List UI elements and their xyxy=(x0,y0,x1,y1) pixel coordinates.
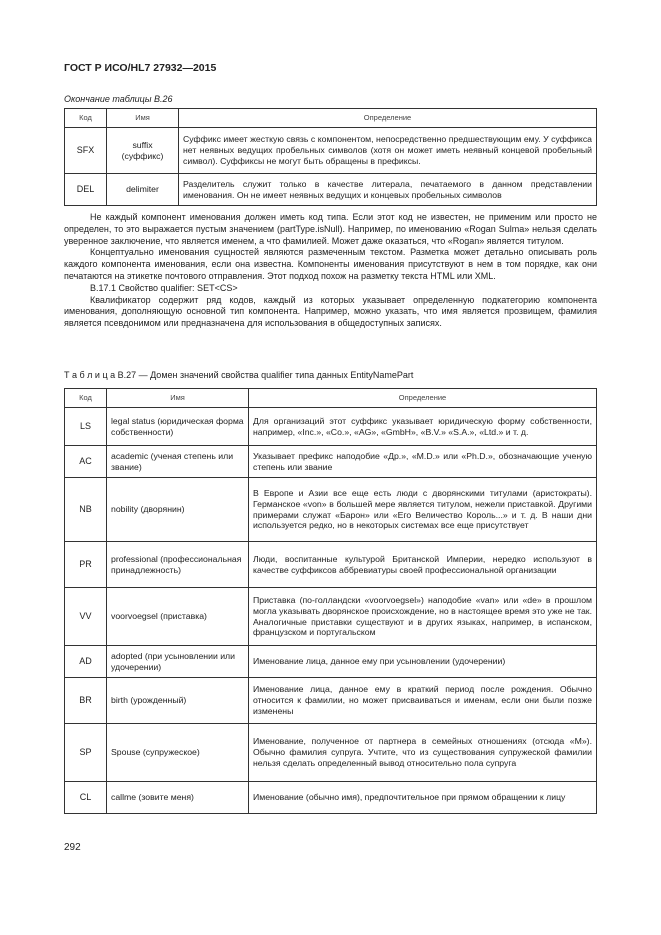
cell-definition: В Европе и Азии все еще есть люди с дворянскими титулами (аристократы). Германское «von» в большей мере является титулом, нежели приставкой. Другими примерами служат «Барон» или «Его Величество Король...» и т. д. В наши дни используется редко, но в некоторых системах все еще присутствует xyxy=(249,478,597,542)
cell-definition: Указывает префикс наподобие «Др.», «M.D.» или «Ph.D.», обозначающие ученую степень или звание xyxy=(249,446,597,478)
cell-definition: Разделитель служит только в качестве литерала, печатаемого в данном представлении именования. Он не имеет неявных ведущих и концевых пробельных символов xyxy=(179,174,597,206)
table-header-row xyxy=(65,389,597,408)
paragraph: Квалификатор содержит ряд кодов, каждый из которых указывает определенную подкатегорию компонента именования, дополняющую основной тип компонента. Например, можно указать, что имя является прозвищем, фамилия является псевдонимом или предназначена для использования в общедоступных записях. xyxy=(64,294,597,329)
cell-name: adopted (при усыновлении или удочерении) xyxy=(107,646,249,678)
cell-name: legal status (юридическая форма собственности) xyxy=(107,408,249,446)
cell-definition: Для организаций этот суффикс указывает юридическую форму собственности, например, «Inc.», «Co.», «AG», «GmbH», «B.V.» «S.A.», «Ltd.» и т. д. xyxy=(249,408,597,446)
cell-name: academic (ученая степень или звание) xyxy=(107,446,249,478)
paragraph: Концептуально именования сущностей являются размеченным текстом. Разметка может детально описывать роль каждого компонента именования, если она известна. Компоненты именования присутствуют в нем в том порядке, как они печатаются на этикетке почтового отправления. Этот подход похож на разметку текста HTML или XML. xyxy=(64,247,597,281)
table-row xyxy=(65,174,597,206)
cell-code: BR xyxy=(65,678,107,724)
column-header-name: Имя xyxy=(107,109,179,128)
cell-definition: Люди, воспитанные культурой Британской Империи, нередко используют в качестве суффиксов аббревиатуры своей профессиональной организации xyxy=(249,542,597,588)
table-b26 xyxy=(64,108,597,206)
cell-code: CL xyxy=(65,782,107,814)
table-b26-caption: Окончание таблицы В.26 xyxy=(64,94,173,104)
column-header-definition: Определение xyxy=(179,109,597,128)
column-header-definition: Определение xyxy=(249,389,597,408)
cell-name: nobility (дворянин) xyxy=(107,478,249,542)
cell-code: SFX xyxy=(65,128,107,174)
table-row xyxy=(65,646,597,678)
table-header-row xyxy=(65,109,597,128)
cell-code: AC xyxy=(65,446,107,478)
cell-definition: Суффикс имеет жесткую связь с компонентом, непосредственно предшествующим ему. У суффикса нет неявных ведущих пробельных символов (хотя он может иметь неявный концевой пробельный символ). Суффиксы не могут быть обращены в префиксы. xyxy=(179,128,597,174)
cell-name: delimiter xyxy=(107,174,179,206)
section-heading: В.17.1 Свойство qualifier: SET<CS> xyxy=(90,282,238,293)
cell-code: DEL xyxy=(65,174,107,206)
table-row xyxy=(65,446,597,478)
column-header-code: Код xyxy=(65,109,107,128)
column-header-code: Код xyxy=(65,389,107,408)
cell-definition: Именование (обычно имя), предпочтительное при прямом обращении к лицу xyxy=(249,782,597,814)
cell-code: PR xyxy=(65,542,107,588)
cell-code: SP xyxy=(65,724,107,782)
table-b27 xyxy=(64,388,597,814)
cell-name: voorvoegsel (приставка) xyxy=(107,588,249,646)
table-row xyxy=(65,408,597,446)
table-row xyxy=(65,782,597,814)
body-text xyxy=(64,212,597,330)
cell-definition: Именование лица, данное ему при усыновлении (удочерении) xyxy=(249,646,597,678)
document-header: ГОСТ Р ИСО/HL7 27932—2015 xyxy=(64,62,217,74)
table-row xyxy=(65,588,597,646)
cell-name: birth (урожденный) xyxy=(107,678,249,724)
table-row xyxy=(65,542,597,588)
table-row xyxy=(65,678,597,724)
column-header-name: Имя xyxy=(107,389,249,408)
cell-definition: Именование лица, данное ему в краткий период после рождения. Обычно относится к фамилии, но может присваиваться и именам, если они были позже изменены xyxy=(249,678,597,724)
cell-definition: Приставка (по-голландски «voorvoegsel») наподобие «van» или «de» в прошлом могла указывать дворянское происхождение, но в настоящее время это уже не так. Аналогичные приставки существуют и в других языках, например, в испанском, французском и португальском xyxy=(249,588,597,646)
table-row xyxy=(65,478,597,542)
table-row xyxy=(65,724,597,782)
cell-definition: Именование, полученное от партнера в семейных отношениях (отсюда «М»). Обычно фамилия супруга. Учтите, что из существования супружеской фамилии нельзя сделать определенный вывод относительно пола супруга xyxy=(249,724,597,782)
cell-code: AD xyxy=(65,646,107,678)
table-b27-caption: Т а б л и ц а В.27 — Домен значений свойства qualifier типа данных EntityNamePart xyxy=(64,370,414,380)
paragraph: Не каждый компонент именования должен иметь код типа. Если этот код не известен, не применим или просто не определен, то это выражается пустым значением (partType.isNull). Например, по именованию «Rogan Sulma» нельзя сделать уверенное заключение, что является именем, а что фамилией. Может даже оказаться, что «Rogan» является титулом. xyxy=(64,212,597,246)
cell-name: suffix (суффикс) xyxy=(107,128,179,174)
cell-code: LS xyxy=(65,408,107,446)
page-number: 292 xyxy=(64,842,81,853)
cell-name: professional (профессиональная принадлежность) xyxy=(107,542,249,588)
table-row xyxy=(65,128,597,174)
cell-name: callme (зовите меня) xyxy=(107,782,249,814)
cell-code: VV xyxy=(65,588,107,646)
cell-name: Spouse (супружеское) xyxy=(107,724,249,782)
cell-code: NB xyxy=(65,478,107,542)
